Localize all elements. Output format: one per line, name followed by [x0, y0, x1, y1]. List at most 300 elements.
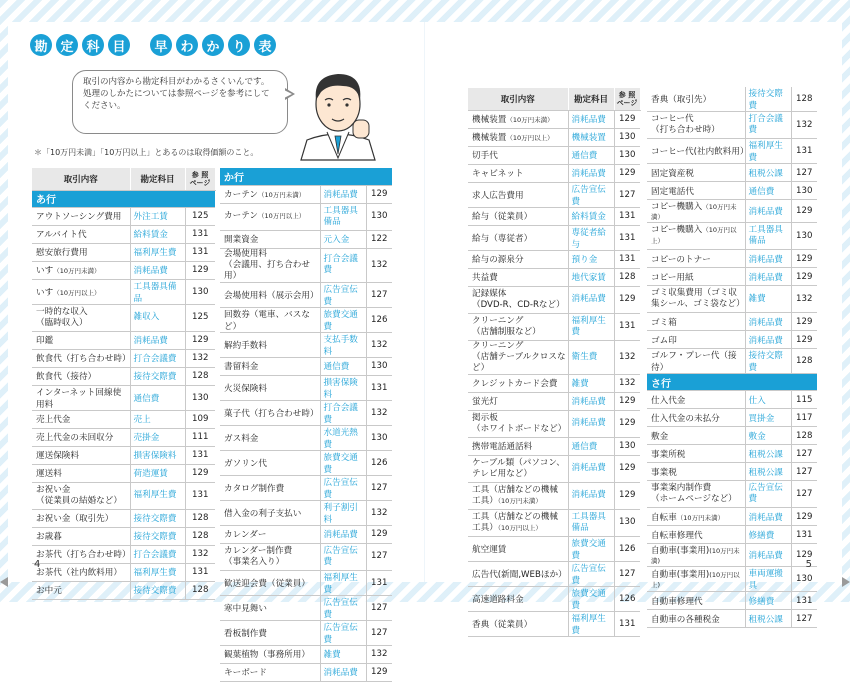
table-row: [647, 445, 817, 463]
item-text: 事業案内制作費: [651, 483, 712, 493]
item-cell: [647, 182, 745, 200]
account-text: 消耗品費: [323, 668, 358, 678]
item-text: カーテン: [224, 211, 258, 221]
next-page-arrow-icon[interactable]: [842, 577, 850, 587]
account-cell: [745, 200, 791, 223]
account-text: 旅費交通費: [571, 538, 606, 561]
item-cell: [32, 545, 130, 563]
page-ref-cell: 131: [614, 250, 640, 268]
item-text: クレジットカード会費: [472, 379, 558, 389]
page-ref-cell: 132: [366, 645, 392, 663]
account-text: 消耗品費: [571, 463, 606, 473]
account-text: 損害保険料: [133, 451, 177, 461]
account-cell: [745, 508, 791, 526]
page-ref-cell: 129: [614, 455, 640, 482]
title-char: り: [228, 34, 250, 56]
account-text: 消耗品費: [748, 512, 783, 523]
item-sub: （10万円以上）: [53, 288, 101, 297]
account-text: 通信費: [571, 151, 598, 161]
item-text: 借入金の利子支払い: [224, 508, 302, 519]
table-row: [647, 508, 817, 526]
account-cell: [745, 268, 791, 286]
page-ref-cell: 128: [185, 509, 215, 527]
account-text: 地代家賃: [571, 273, 606, 283]
account-cell: [130, 304, 185, 331]
page-ref-cell: 130: [791, 182, 817, 200]
item-cell: [468, 611, 568, 636]
item-text: カレンダー: [224, 530, 267, 540]
table-row: [647, 526, 817, 544]
page-ref-cell: 127: [366, 620, 392, 645]
account-cell: [130, 563, 185, 581]
item-cell: [220, 185, 320, 203]
account-text: 修繕費: [748, 530, 775, 541]
account-cell: [320, 400, 366, 425]
account-text: 広告宣伝費: [323, 545, 358, 567]
table-row: [32, 385, 215, 410]
page-ref-cell: 131: [614, 313, 640, 340]
account-cell: [130, 207, 185, 225]
item-text: 給与の源泉分: [472, 255, 524, 265]
page-ref-cell: 130: [614, 509, 640, 536]
page-ref-cell: 130: [614, 437, 640, 455]
item-text-2: 集シール、ゴミ袋など）: [651, 299, 745, 309]
account-cell: [130, 545, 185, 563]
item-cell: [468, 207, 568, 225]
table-row: [468, 146, 640, 164]
account-text: 打合会議費: [133, 550, 177, 560]
left-page: [8, 22, 425, 678]
page-ref-cell: 130: [614, 146, 640, 164]
account-text: 福利厚生費: [133, 568, 177, 578]
account-cell: [320, 203, 366, 230]
businessman-illustration: [293, 62, 383, 160]
account-cell: [320, 282, 366, 307]
page-ref-cell: 130: [185, 385, 215, 410]
account-text: 消耗品費: [748, 551, 783, 561]
section-label: さ行: [647, 374, 817, 391]
page-ref-cell: 132: [366, 248, 392, 282]
index-table-2: [220, 168, 392, 682]
page-ref-cell: 131: [791, 139, 817, 164]
account-text: 打合会議費: [323, 402, 358, 425]
account-text: 福利厚生費: [571, 315, 606, 337]
table-row: [468, 586, 640, 611]
item-cell: [220, 282, 320, 307]
item-sub: (10万円未満): [651, 547, 740, 565]
table-row: [32, 428, 215, 446]
account-cell: [130, 385, 185, 410]
table-row: [468, 340, 640, 374]
item-cell: [220, 663, 320, 681]
page-ref-cell: 127: [791, 164, 817, 182]
item-text: カタログ制作費: [224, 483, 285, 494]
item-text-2: （会議用、打ち合わせ用）: [224, 259, 310, 281]
note-text: ＊「10万円未満」「10万円以上」とあるのは取得価額のこと。: [34, 148, 259, 157]
prev-page-arrow-icon[interactable]: [0, 577, 8, 587]
account-text: 接待交際費: [133, 372, 177, 382]
item-text: 高速道路料金: [472, 594, 524, 605]
table-row: [647, 331, 817, 349]
item-text: 給与（専従者）: [472, 233, 533, 244]
item-cell: [32, 331, 130, 349]
item-cell: [647, 112, 745, 139]
page-ref-cell: 130: [614, 128, 640, 146]
item-cell: [468, 313, 568, 340]
table-row: [32, 482, 215, 509]
item-cell: [468, 128, 568, 146]
item-cell: [468, 164, 568, 182]
account-text: 買掛金: [748, 413, 775, 424]
item-text: お祝い金（取引先）: [36, 514, 114, 524]
item-text: 求人広告費用: [472, 190, 524, 201]
page-ref-cell: 130: [791, 223, 817, 250]
table-row: [32, 410, 215, 428]
item-cell: [220, 425, 320, 450]
table-row: [647, 610, 817, 628]
account-text-2: 備品: [748, 236, 766, 246]
item-text: 慰安旅行費用: [36, 248, 88, 258]
item-cell: [32, 428, 130, 446]
table-row: [32, 279, 215, 304]
item-text-2: （DVD-R、CD-Rなど）: [472, 299, 565, 310]
account-text-2: 備品: [323, 216, 341, 227]
item-text: お歳暮: [36, 532, 62, 542]
account-cell: [130, 243, 185, 261]
intro-line-1: 取引の内容から勘定科目がわかるさくいんです。: [83, 77, 270, 87]
item-text: 自転車: [651, 512, 677, 523]
account-text: 消耗品費: [748, 207, 783, 217]
item-text: 携帯電話通話料: [472, 442, 533, 452]
page-ref-cell: 129: [614, 482, 640, 509]
page-ref-cell: 128: [185, 527, 215, 545]
account-cell: [568, 410, 614, 437]
table-row: [220, 248, 392, 282]
page-ref-cell: 125: [185, 304, 215, 331]
account-cell: [130, 509, 185, 527]
item-cell: [32, 349, 130, 367]
item-cell: [468, 340, 568, 374]
item-cell: [647, 286, 745, 313]
table-row: [220, 450, 392, 475]
header-page: 参 照 ページ: [185, 168, 215, 190]
item-cell: [468, 410, 568, 437]
table-row: [647, 567, 817, 592]
item-text: 解約手数料: [224, 340, 267, 351]
page-ref-cell: 127: [614, 561, 640, 586]
account-cell: [745, 427, 791, 445]
page-ref-cell: 127: [366, 282, 392, 307]
item-cell: [647, 508, 745, 526]
item-text: クリーニング: [472, 315, 524, 326]
account-text: 仕入: [748, 395, 766, 406]
item-cell: [647, 391, 745, 409]
item-text: 開業資金: [224, 235, 259, 245]
page-number-left: 4: [34, 559, 41, 570]
item-text-2: （店舗テーブルクロスなど）: [472, 351, 566, 373]
account-text: 租税公課: [748, 168, 783, 179]
table-row: [220, 185, 392, 203]
item-text: お中元: [36, 586, 62, 596]
account-text: 通信費: [571, 442, 598, 452]
item-cell: [32, 464, 130, 482]
account-text: 専従者給与: [571, 227, 606, 250]
account-cell: [745, 463, 791, 481]
account-cell: [568, 146, 614, 164]
account-text: 雑収入: [133, 312, 160, 322]
item-cell: [647, 526, 745, 544]
page-ref-cell: 129: [791, 544, 817, 567]
item-text-2: （従業員の結婚など）: [36, 495, 122, 506]
page-ref-cell: 126: [366, 307, 392, 332]
item-text: いす: [36, 266, 54, 276]
account-cell: [320, 645, 366, 663]
account-text: 預り金: [571, 255, 598, 265]
account-text: 消耗品費: [748, 335, 783, 346]
account-cell: [568, 164, 614, 182]
section-header: [32, 190, 215, 207]
account-cell: [745, 481, 791, 508]
section-label: あ行: [32, 190, 215, 207]
account-text: 福利厚生費: [748, 141, 783, 163]
account-text: 機械装置: [571, 133, 606, 143]
page-ref-cell: 129: [614, 392, 640, 410]
page-ref-cell: 128: [791, 427, 817, 445]
item-text: カレンダー制作費: [224, 545, 293, 556]
item-text: コピーのトナー: [651, 254, 711, 265]
table-row: [32, 225, 215, 243]
page-ref-cell: 129: [614, 286, 640, 313]
item-text: コピー機購入: [651, 225, 703, 235]
item-text: 事業税: [651, 467, 677, 478]
account-text: 消耗品費: [571, 169, 606, 179]
header-item: 取引内容: [468, 88, 568, 110]
page-ref-cell: 131: [366, 375, 392, 400]
table-row: [468, 286, 640, 313]
account-text: 通信費: [323, 362, 350, 372]
table-row: [468, 611, 640, 636]
table-row: [220, 543, 392, 570]
item-cell: [32, 527, 130, 545]
header-account: 勘定科目: [568, 88, 614, 110]
table-row: [647, 112, 817, 139]
page-ref-cell: 130: [366, 203, 392, 230]
item-sub-2: （10万円未満）: [497, 496, 542, 505]
item-text: 回数券（電車、バスなど）: [224, 309, 310, 332]
item-text: ケーブル類（パソコン、: [472, 457, 565, 468]
account-text: 雑費: [748, 293, 766, 304]
account-text: 福利厚生費: [133, 490, 177, 500]
page-ref-cell: 129: [185, 331, 215, 349]
page-ref-cell: 131: [366, 570, 392, 595]
account-cell: [320, 620, 366, 645]
page-ref-cell: 128: [185, 581, 215, 599]
account-cell: [320, 525, 366, 543]
page-ref-cell: 132: [791, 286, 817, 313]
header-page: 参 照 ページ: [614, 88, 640, 110]
item-cell: [468, 482, 568, 509]
item-sub: （10万円以上）: [506, 134, 554, 142]
item-text: コピー用紙: [651, 272, 694, 283]
item-text: 香典（従業員）: [472, 619, 533, 630]
account-cell: [745, 409, 791, 427]
section-header: [220, 168, 392, 185]
item-cell: [468, 268, 568, 286]
account-text: 衛生費: [571, 351, 598, 362]
table-row: [647, 200, 817, 223]
page-ref-cell: 131: [791, 592, 817, 610]
item-cell: [647, 313, 745, 331]
item-cell: [32, 482, 130, 509]
item-text: 寒中見舞い: [224, 603, 267, 614]
item-cell: [647, 427, 745, 445]
item-cell: [32, 279, 130, 304]
item-text: 共益費: [472, 273, 498, 283]
page-ref-cell: 125: [185, 207, 215, 225]
account-text: 打合会議費: [133, 354, 177, 364]
item-text: 切手代: [472, 151, 498, 161]
account-text: 消耗品費: [571, 418, 606, 428]
page-ref-cell: 132: [366, 332, 392, 357]
item-text: 自転車修理代: [651, 530, 703, 541]
account-cell: [745, 286, 791, 313]
account-text: 広告宣伝費: [323, 597, 358, 620]
item-text: 蛍光灯: [472, 397, 498, 407]
page-ref-cell: 126: [366, 450, 392, 475]
page-ref-cell: 131: [185, 446, 215, 464]
item-text: 仕入代金: [651, 395, 686, 406]
title-char: 定: [56, 34, 78, 56]
account-text: 消耗品費: [748, 254, 783, 265]
item-cell: [468, 509, 568, 536]
item-cell: [220, 230, 320, 248]
table-row: [468, 410, 640, 437]
table-row: [647, 313, 817, 331]
page-ref-cell: 132: [614, 374, 640, 392]
item-cell: [468, 561, 568, 586]
account-cell: [745, 567, 791, 592]
page-ref-cell: 129: [185, 261, 215, 279]
item-cell: [468, 437, 568, 455]
item-text: 工具（店舗などの機械: [472, 484, 558, 495]
item-cell: [647, 250, 745, 268]
account-text: 広告宣伝費: [748, 483, 783, 504]
table-row: [468, 392, 640, 410]
table-row: [468, 128, 640, 146]
account-text: 消耗品費: [571, 294, 606, 304]
page-ref-cell: 131: [614, 207, 640, 225]
account-text: 広告宣伝費: [571, 563, 606, 586]
table-row: [647, 427, 817, 445]
account-text: 旅費交通費: [571, 588, 606, 611]
item-cell: [220, 307, 320, 332]
account-cell: [745, 250, 791, 268]
page-ref-cell: 129: [791, 508, 817, 526]
page-ref-cell: 127: [791, 463, 817, 481]
account-text-2: 備品: [571, 522, 589, 533]
item-text: 売上代金: [36, 415, 71, 425]
page-ref-cell: 129: [366, 663, 392, 681]
account-cell: [568, 509, 614, 536]
account-text: 工具器具備品: [133, 281, 177, 304]
bubble-tail-inner: [284, 90, 292, 98]
account-text: 工具器具: [748, 225, 783, 235]
item-text: お茶代（打ち合わせ時）: [36, 550, 131, 560]
item-text: ゴルフ・プレー代（接待）: [651, 351, 737, 373]
table-row: [468, 207, 640, 225]
title-char: 早: [150, 34, 172, 56]
index-table-4: [647, 87, 817, 628]
item-text: 自動車(事業用): [651, 570, 710, 580]
account-cell: [320, 595, 366, 620]
item-text: 自動車の各種税金: [651, 614, 720, 625]
item-text-2: テレビ用など）: [472, 468, 532, 479]
title-char: わ: [176, 34, 198, 56]
account-cell: [320, 185, 366, 203]
item-cell: [32, 563, 130, 581]
item-text: 掲示板: [472, 412, 498, 423]
table-row: [220, 620, 392, 645]
item-text: 看板制作費: [224, 628, 267, 639]
item-cell: [647, 409, 745, 427]
item-text: 飲食代（接待）: [36, 372, 97, 382]
item-text: コーヒー代(社内飲料用）: [651, 147, 749, 157]
account-cell: [568, 611, 614, 636]
account-cell: [745, 445, 791, 463]
item-text: 会場使用料: [224, 248, 267, 259]
item-text: ガソリン代: [224, 458, 267, 469]
item-text: 固定電話代: [651, 186, 694, 197]
table-row: [220, 500, 392, 525]
speech-bubble: [72, 70, 288, 134]
item-text: 敷金: [651, 431, 669, 442]
account-cell: [745, 313, 791, 331]
page-ref-cell: 131: [185, 243, 215, 261]
page-ref-cell: 131: [614, 225, 640, 250]
item-text: 歓送迎会費（従業員）: [224, 578, 310, 589]
account-cell: [320, 332, 366, 357]
page-ref-cell: 128: [791, 349, 817, 374]
account-text: 接待交際費: [133, 514, 177, 524]
item-text: 固定資産税: [651, 168, 694, 179]
account-text: 工具器具: [571, 511, 606, 522]
page-ref-cell: 129: [614, 164, 640, 182]
page-ref-cell: 129: [185, 464, 215, 482]
account-cell: [130, 410, 185, 428]
table-row: [32, 207, 215, 225]
account-cell: [130, 225, 185, 243]
account-text: 消耗品費: [323, 530, 358, 540]
item-cell: [220, 475, 320, 500]
account-text: 消耗品費: [133, 266, 168, 276]
account-cell: [130, 279, 185, 304]
index-table-1: [32, 168, 216, 600]
item-text: 会場使用料（展示会用）: [224, 290, 319, 301]
account-cell: [130, 482, 185, 509]
account-cell: [320, 357, 366, 375]
page-ref-cell: 129: [791, 200, 817, 223]
item-cell: [647, 592, 745, 610]
table-row: [468, 182, 640, 207]
account-cell: [568, 586, 614, 611]
item-text: アルバイト代: [36, 230, 87, 240]
table-row: [220, 663, 392, 681]
table-row: [468, 509, 640, 536]
table-row: [32, 446, 215, 464]
account-cell: [568, 536, 614, 561]
table-row: [32, 581, 215, 599]
item-cell: [220, 595, 320, 620]
